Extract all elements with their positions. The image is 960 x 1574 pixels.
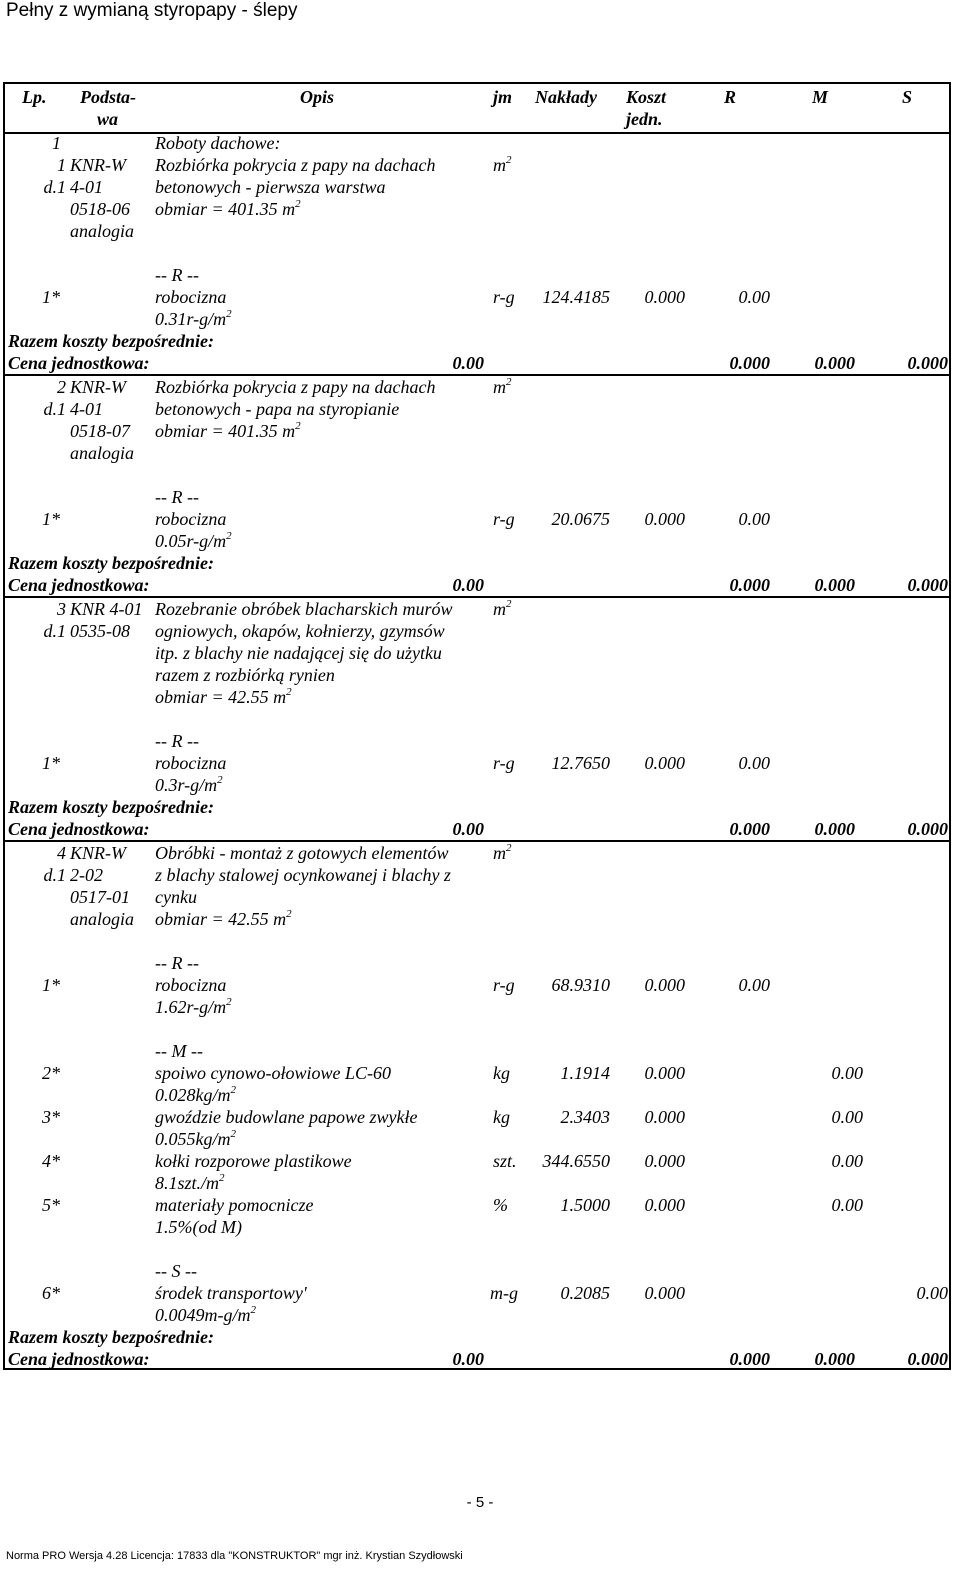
cena-r: 0.00 (452, 1349, 484, 1369)
material-norm: $8.1szt./m^2$ (155, 1172, 225, 1193)
resource-group-header: -- R -- (155, 265, 199, 285)
resource-norm: $0.3r-g/m^2$ (155, 774, 223, 795)
item-description: Rozbiórka pokrycia z papy na dachach (155, 155, 436, 175)
item-basis: KNR 4-01 (70, 599, 143, 619)
col-podstawa-header: Podsta- (80, 87, 136, 107)
cena-r: 0.00 (452, 353, 484, 373)
item-basis: 0517-01 (70, 887, 130, 907)
material-name: spoiwo cynowo-ołowiowe LC-60 (155, 1063, 392, 1083)
header-divider (3, 132, 951, 134)
cena-label: Cena jednostkowa: (8, 575, 150, 595)
material-lp: 4* (42, 1151, 60, 1171)
item-description: Rozbiórka pokrycia z papy na dachach (155, 377, 436, 397)
material-koszt: 0.000 (644, 1195, 685, 1215)
resource-group-header: -- R -- (155, 487, 199, 507)
col-m-header: M (812, 87, 829, 107)
item-divider (3, 840, 951, 842)
item-lp: 3 (57, 599, 66, 619)
resource-jm: r-g (493, 975, 515, 995)
item-obmiar: obmiar = 401.35 $m^2$ (155, 420, 301, 441)
material-naklady: 2.3403 (560, 1107, 610, 1127)
col-koszt-header-2: jedn. (626, 109, 663, 129)
material-name: gwoździe budowlane papowe zwykłe (155, 1107, 418, 1127)
material-lp: 2* (42, 1063, 60, 1083)
col-s-header: S (902, 87, 913, 107)
material-name: materiały pomocnicze (155, 1195, 314, 1215)
item-unit: $m^2$ (493, 842, 512, 863)
resource-naklady: 68.9310 (551, 975, 610, 995)
item-lp-sub: d.1 (43, 621, 66, 641)
cena-m: 0.000 (814, 1349, 855, 1369)
resource-norm: $1.62r-g/m^2$ (155, 996, 232, 1017)
cost-table-frame (3, 82, 951, 1370)
resource-naklady: 124.4185 (542, 287, 610, 307)
item-description: itp. z blachy nie nadającej się do użytku (155, 643, 442, 663)
material-jm: szt. (493, 1151, 517, 1171)
cena-r: 0.00 (452, 819, 484, 839)
razem-label: Razem koszty bezpośrednie: (8, 797, 214, 817)
item-obmiar: obmiar = 42.55 $m^2$ (155, 686, 292, 707)
resource-jm: r-g (493, 509, 515, 529)
material-koszt: 0.000 (644, 1107, 685, 1127)
resource-koszt: 0.000 (644, 509, 685, 529)
item-basis: analogia (70, 443, 135, 463)
item-lp: 4 (57, 843, 66, 863)
cena-m: 0.000 (814, 819, 855, 839)
cena-m: 0.000 (814, 575, 855, 595)
resource-name: robocizna (155, 509, 227, 529)
material-m: 0.00 (831, 1107, 863, 1127)
cena-label: Cena jednostkowa: (8, 819, 150, 839)
equipment-group-header: -- S -- (155, 1261, 197, 1281)
resource-norm: $0.05r-g/m^2$ (155, 530, 232, 551)
item-description: z blachy stalowej ocynkowanej i blachy z (155, 865, 451, 885)
item-unit: $m^2$ (493, 376, 512, 397)
item-lp-sub: d.1 (43, 177, 66, 197)
material-norm: $0.028kg/m^2$ (155, 1084, 236, 1105)
item-basis: 4-01 (70, 399, 103, 419)
resource-r: 0.00 (738, 509, 770, 529)
resource-naklady: 20.0675 (551, 509, 610, 529)
item-obmiar: obmiar = 42.55 $m^2$ (155, 908, 292, 929)
cena-s: 0.000 (907, 575, 948, 595)
item-divider (3, 374, 951, 376)
item-lp: 2 (57, 377, 66, 397)
col-koszt-header: Koszt (626, 87, 667, 107)
equipment-naklady: 0.2085 (560, 1283, 610, 1303)
material-naklady: 1.5000 (560, 1195, 610, 1215)
resource-lp: 1* (42, 509, 60, 529)
item-lp: 1 (57, 155, 66, 175)
material-norm: 1.5%(od M) (155, 1217, 242, 1237)
cena-koszt: 0.000 (729, 819, 770, 839)
col-lp-header: Lp. (22, 87, 47, 107)
cena-label: Cena jednostkowa: (8, 1349, 150, 1369)
resource-name: robocizna (155, 753, 227, 773)
resource-r: 0.00 (738, 975, 770, 995)
item-basis: KNR-W (70, 843, 126, 863)
resource-r: 0.00 (738, 753, 770, 773)
cena-koszt: 0.000 (729, 1349, 770, 1369)
resource-r: 0.00 (738, 287, 770, 307)
material-group-header: -- M -- (155, 1041, 203, 1061)
cena-koszt: 0.000 (729, 575, 770, 595)
item-obmiar: obmiar = 401.35 $m^2$ (155, 198, 301, 219)
item-basis: 0518-07 (70, 421, 130, 441)
razem-label: Razem koszty bezpośrednie: (8, 331, 214, 351)
resource-name: robocizna (155, 287, 227, 307)
item-basis: 0518-06 (70, 199, 130, 219)
col-podstawa-header-2: wa (97, 109, 119, 129)
resource-naklady: 12.7650 (551, 753, 610, 773)
col-jm-header: jm (493, 87, 513, 107)
col-naklady-header: Nakłady (535, 87, 597, 107)
material-koszt: 0.000 (644, 1063, 685, 1083)
resource-name: robocizna (155, 975, 227, 995)
item-divider (3, 596, 951, 598)
material-lp: 3* (42, 1107, 60, 1127)
resource-lp: 1* (42, 975, 60, 995)
material-m: 0.00 (831, 1063, 863, 1083)
item-basis: 2-02 (70, 865, 103, 885)
material-naklady: 1.1914 (560, 1063, 610, 1083)
item-description: betonowych - papa na styropianie (155, 399, 400, 419)
resource-lp: 1* (42, 287, 60, 307)
item-lp-sub: d.1 (43, 865, 66, 885)
material-norm: $0.055kg/m^2$ (155, 1128, 236, 1149)
cena-s: 0.000 (907, 1349, 948, 1369)
equipment-s: 0.00 (916, 1283, 948, 1303)
page-number: - 5 - (466, 1494, 494, 1511)
item-basis: 4-01 (70, 177, 103, 197)
cena-label: Cena jednostkowa: (8, 353, 150, 373)
razem-label: Razem koszty bezpośrednie: (8, 1327, 214, 1347)
resource-group-header: -- R -- (155, 731, 199, 751)
col-r-header: R (724, 87, 737, 107)
razem-label: Razem koszty bezpośrednie: (8, 553, 214, 573)
resource-jm: r-g (493, 287, 515, 307)
material-koszt: 0.000 (644, 1151, 685, 1171)
item-description: ogniowych, okapów, kołnierzy, gzymsów (155, 621, 445, 641)
equipment-jm: m-g (490, 1283, 518, 1303)
item-unit: $m^2$ (493, 598, 512, 619)
material-m: 0.00 (831, 1151, 863, 1171)
footer-license: Norma PRO Wersja 4.28 Licencja: 17833 dla "KONSTRUKTOR" mgr inż. Krystian Szydłowski (6, 1550, 463, 1562)
material-name: kołki rozporowe plastikowe (155, 1151, 352, 1171)
cena-r: 0.00 (452, 575, 484, 595)
item-description: betonowych - pierwsza warstwa (155, 177, 386, 197)
item-basis: KNR-W (70, 377, 126, 397)
equipment-lp: 6* (42, 1283, 60, 1303)
equipment-norm: $0.0049m-g/m^2$ (155, 1304, 256, 1325)
cena-koszt: 0.000 (729, 353, 770, 373)
material-jm: % (493, 1195, 508, 1215)
item-basis: KNR-W (70, 155, 126, 175)
resource-koszt: 0.000 (644, 287, 685, 307)
resource-koszt: 0.000 (644, 753, 685, 773)
equipment-koszt: 0.000 (644, 1283, 685, 1303)
material-jm: kg (493, 1107, 510, 1127)
cena-s: 0.000 (907, 819, 948, 839)
document-title: Pełny z wymianą styropapy - ślepy (6, 0, 298, 21)
item-description: cynku (155, 887, 197, 907)
item-unit: $m^2$ (493, 154, 512, 175)
cena-s: 0.000 (907, 353, 948, 373)
col-opis-header: Opis (300, 87, 335, 107)
resource-group-header: -- R -- (155, 953, 199, 973)
item-description: Obróbki - montaż z gotowych elementów (155, 843, 449, 863)
item-basis: analogia (70, 221, 135, 241)
resource-norm: $0.31r-g/m^2$ (155, 308, 232, 329)
item-basis: 0535-08 (70, 621, 130, 641)
cena-m: 0.000 (814, 353, 855, 373)
material-jm: kg (493, 1063, 510, 1083)
resource-lp: 1* (42, 753, 60, 773)
section-name: Roboty dachowe: (155, 133, 281, 153)
item-description: Rozebranie obróbek blacharskich murów (155, 599, 453, 619)
item-basis: analogia (70, 909, 135, 929)
material-naklady: 344.6550 (542, 1151, 610, 1171)
equipment-name: środek transportowy' (155, 1283, 307, 1303)
material-m: 0.00 (831, 1195, 863, 1215)
resource-koszt: 0.000 (644, 975, 685, 995)
item-description: razem z rozbiórką rynien (155, 665, 335, 685)
section-lp: 1 (52, 133, 61, 153)
material-lp: 5* (42, 1195, 60, 1215)
item-lp-sub: d.1 (43, 399, 66, 419)
resource-jm: r-g (493, 753, 515, 773)
